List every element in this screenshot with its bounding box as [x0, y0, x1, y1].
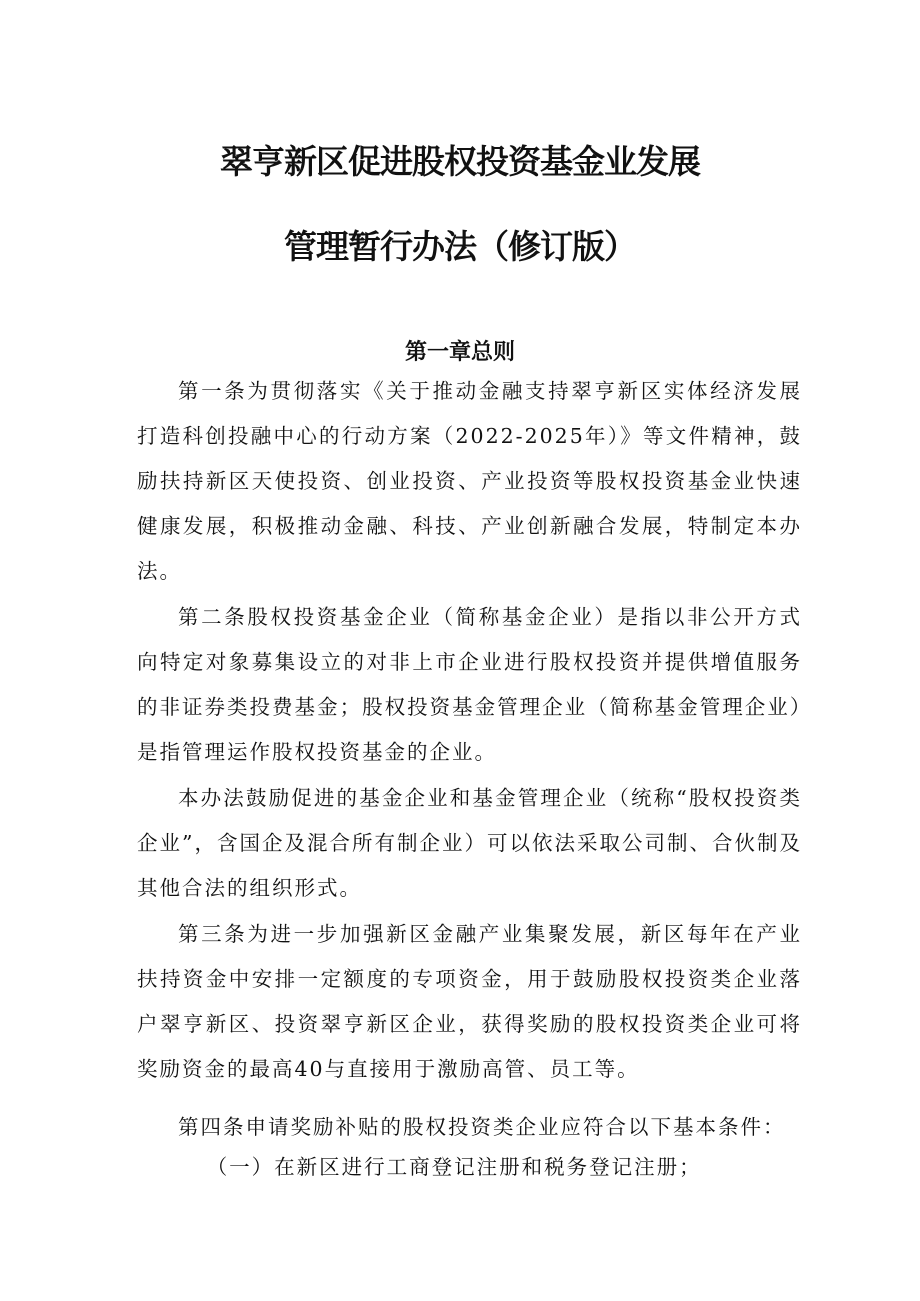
document-title-line-1: 翠亨新区促进股权投资基金业发展 — [220, 142, 700, 181]
article-4-item-1: （一）在新区进行工商登记注册和税务登记注册； — [206, 1155, 702, 1179]
article-4-paragraph: 第四条申请奖励补贴的股权投资类企业应符合以下基本条件： — [178, 1115, 786, 1139]
document-title-line-2: 管理暂行办法（修订版） — [284, 227, 636, 266]
article-3-paragraph: 第三条为进一步加强新区金融产业集聚发展，新区每年在产业扶持资金中安排一定额度的专项资金，用于鼓励股权投资类企业落户翠亨新区、投资翠亨新区企业，获得奖励的股权投资类企业可将奖励资金的最高40与直接用于激励高管、员工等。 — [137, 922, 802, 1081]
article-1-paragraph: 第一条为贯彻落实《关于推动金融支持翠亨新区实体经济发展打造科创投融中心的行动方案（2022-2025年）》等文件精神，鼓励扶持新区天使投资、创业投资、产业投资等股权投资基金业快速健康发展，积极推动金融、科技、产业创新融合发展，特制定本办法。 — [137, 379, 802, 583]
chapter-heading: 第一章总则 — [404, 340, 515, 365]
article-2-paragraph: 第二条股权投资基金企业（简称基金企业）是指以非公开方式向特定对象募集设立的对非上市企业进行股权投资并提供增值服务的非证券类投费基金；股权投资基金管理企业（简称基金管理企业）是指管理运作股权投资基金的企业。 — [137, 605, 802, 764]
article-2-supplement-paragraph: 本办法鼓励促进的基金企业和基金管理企业（统称“股权投资类企业”，含国企及混合所有制企业）可以依法采取公司制、合伙制及其他合法的组织形式。 — [137, 786, 802, 900]
